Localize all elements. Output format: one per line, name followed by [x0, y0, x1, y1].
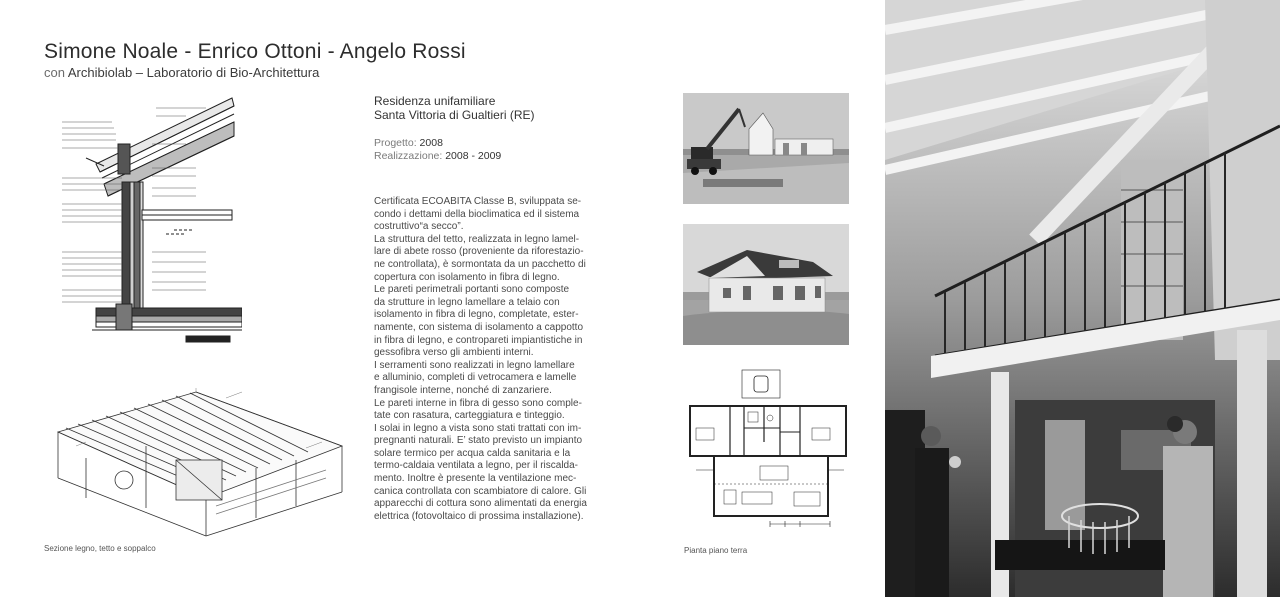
- description-line: I solai in legno a vista sono stati trattati con im-: [374, 422, 582, 434]
- plan-caption: Pianta piano terra: [684, 546, 748, 555]
- section-caption: Sezione legno, tetto e soppalco: [44, 544, 156, 553]
- progetto-line: [374, 137, 443, 149]
- description-line: condo i dettami della bioclimatica ed il sistema: [374, 208, 580, 220]
- description-line: Certificata ECOABITA Classe B, sviluppata se-: [374, 196, 582, 207]
- realizzazione-line: [374, 150, 501, 162]
- subtitle-org: Archibiolab – Laboratorio di Bio-Architettura: [67, 65, 320, 80]
- description-line: tate con rasatura, carteggiatura e tinteggio.: [374, 410, 565, 422]
- axonometric-section-drawing: [46, 388, 350, 540]
- realizzazione-label: Realizzazione:: [374, 150, 443, 162]
- description-line: pregnanti naturali. E’ stato previsto un impianto: [374, 435, 583, 447]
- project-description: [374, 196, 600, 523]
- description-line: copertura con isolamento in fibra di legno.: [374, 271, 560, 283]
- description-line: solare termico per acqua calda sanitaria e la: [374, 447, 571, 459]
- description-line: apparecchi di cottura sono alimentati da energia: [374, 498, 587, 510]
- wall-section-drawing: [56, 92, 242, 352]
- description-line: I serramenti sono realizzati in legno lamellare: [374, 359, 575, 371]
- construction-site-photo: [683, 93, 849, 204]
- subtitle: [44, 65, 319, 80]
- progetto-value: 2008: [419, 137, 443, 149]
- description-line: in fibra di legno, e contropareti impiantistiche in: [374, 334, 583, 346]
- description-line: mento. Inoltre è presente la ventilazione mec-: [374, 473, 577, 485]
- interior-mezzanine-photo: [885, 0, 1280, 597]
- description-line: Le pareti perimetrali portanti sono composte: [374, 284, 570, 296]
- description-line: termo-caldaia ventilata a legno, per il riscalda-: [374, 460, 578, 472]
- authors-heading: Simone Noale - Enrico Ottoni - Angelo Rossi: [44, 40, 466, 63]
- house-exterior-photo: [683, 224, 849, 345]
- description-line: costruttivo“a secco”.: [374, 221, 464, 233]
- description-line: Le pareti interne in fibra di gesso sono comple-: [374, 397, 582, 409]
- description-line: namente, con sistema di isolamento a cappotto: [374, 321, 584, 333]
- description-line: da strutture in legno lamellare a telaio con: [374, 296, 560, 308]
- description-line: frangisole interne, nonché di zanzariere.: [374, 384, 552, 396]
- description-line: ne controllata), è sormontata da un pacchetto di: [374, 258, 586, 270]
- description-line: gessofibra verso gli ambienti interni.: [374, 347, 534, 359]
- description-line: La struttura del tetto, realizzata in legno lamel-: [374, 233, 580, 245]
- project-location: Santa Vittoria di Gualtieri (RE): [374, 108, 535, 122]
- subtitle-prefix: con: [44, 65, 65, 80]
- progetto-label: Progetto:: [374, 137, 417, 149]
- description-line: lare di abete rosso (proveniente da riforestazio-: [374, 246, 584, 258]
- description-line: elettrica (fotovoltaico di prossima installazione).: [374, 510, 584, 522]
- realizzazione-value: 2008 - 2009: [445, 150, 502, 162]
- description-line: e alluminio, completi di vetrocamera e lamelle: [374, 372, 577, 384]
- ground-floor-plan: [684, 362, 850, 542]
- description-line: isolamento in fibra di legno, completate, ester-: [374, 309, 579, 321]
- description-line: canica controllata con scambiatore di calore. Gli: [374, 485, 587, 497]
- project-type: Residenza unifamiliare: [374, 94, 496, 108]
